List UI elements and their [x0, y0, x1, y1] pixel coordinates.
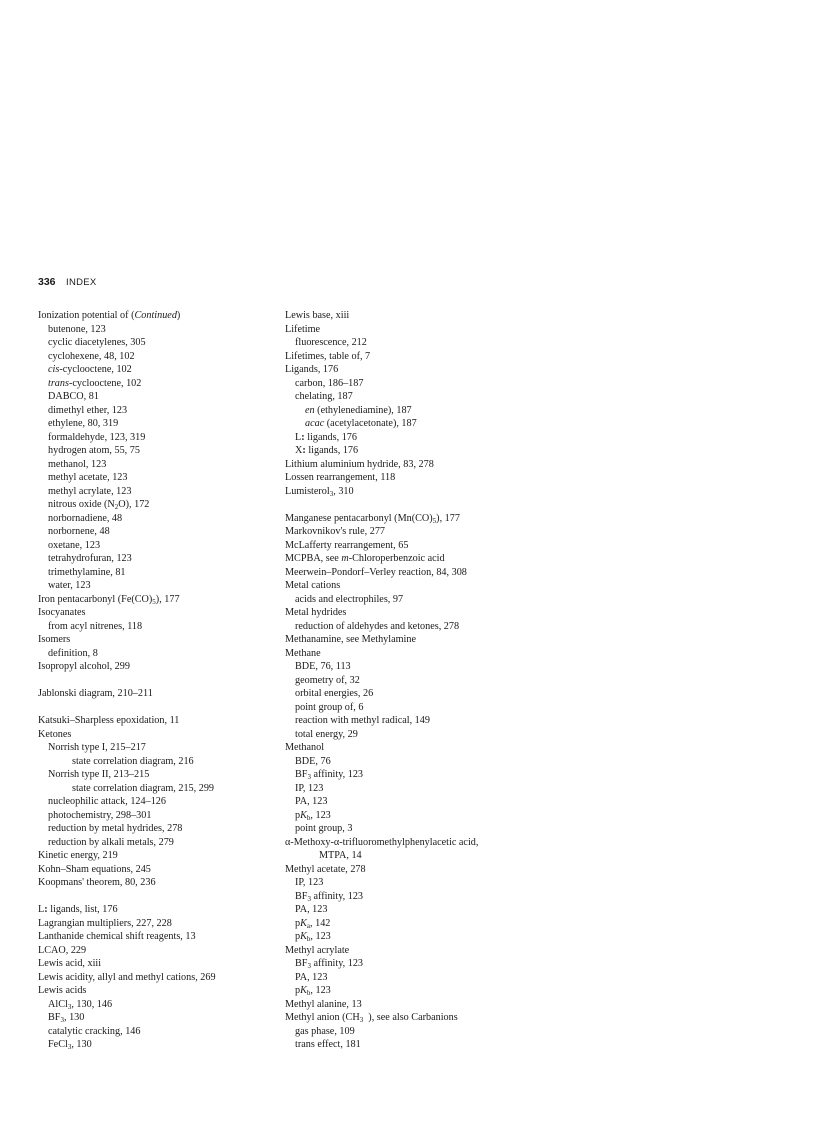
- index-entry: Methyl acetate, 278: [285, 863, 366, 875]
- index-subentry: $BF_3$ affinity, 123: [295, 958, 364, 970]
- index-subentry: PA, 123: [295, 796, 328, 807]
- index-subentry: $BF_3$, 130: [48, 1012, 85, 1024]
- index-subentry: state correlation diagram, 215, 299: [72, 782, 215, 794]
- index-subentry: $pK_b$, 123: [295, 985, 331, 997]
- index-entry: Jablonski diagram, 210–211: [38, 688, 153, 699]
- index-entry: Lagrangian multipliers, 227, 228: [38, 917, 172, 929]
- index-entry: Meerwein–Pondorf–Verley reaction, 84, 308: [285, 566, 467, 578]
- index-entry: Lossen rearrangement, 118: [285, 472, 396, 483]
- index-subentry: catalytic cracking, 146: [48, 1025, 141, 1037]
- index-entry: Methyl acrylate: [285, 944, 350, 956]
- index-subentry: PA, 123: [295, 904, 328, 915]
- index-entry: L: ligands, list, 176: [38, 904, 118, 915]
- index-subentry: Norrish type II, 213–215: [48, 769, 150, 780]
- index-subentry: $BF_3$ affinity, 123: [295, 769, 364, 781]
- index-subentry: formaldehyde, 123, 319: [48, 431, 146, 443]
- index-subentry: acids and electrophiles, 97: [295, 593, 404, 605]
- index-entry: Markovnikov's rule, 277: [285, 526, 386, 537]
- index-subentry: MTPA, 14: [319, 850, 362, 861]
- index-subentry: butenone, 123: [48, 323, 106, 335]
- index-subentry: trans effect, 181: [295, 1039, 361, 1050]
- index-entry: Katsuki–Sharpless epoxidation, 11: [38, 715, 180, 726]
- index-subentry: tetrahydrofuran, 123: [48, 553, 132, 564]
- index-entry: Ligands, 176: [285, 364, 339, 375]
- index-subentry: fluorescence, 212: [295, 337, 367, 348]
- index-subentry: point group, 3: [295, 823, 353, 834]
- index-subentry: reaction with methyl radical, 149: [295, 715, 430, 726]
- index-entry: Isocyanates: [38, 607, 86, 618]
- index-entry: Lanthanide chemical shift reagents, 13: [38, 931, 196, 942]
- index-spacer: [38, 674, 276, 688]
- page-number: 336: [38, 276, 56, 288]
- index-entry: Ionization potential of (Continued): [38, 310, 181, 321]
- index-subentry: trans-cyclooctene, 102: [48, 377, 142, 389]
- index-subentry: hydrogen atom, 55, 75: [48, 445, 140, 456]
- index-entry: McLafferty rearrangement, 65: [285, 539, 409, 551]
- index-subentry: methanol, 123: [48, 458, 107, 470]
- index-subentry: from acyl nitrenes, 118: [48, 620, 143, 632]
- index-entry: MCPBA, see m-Chloroperbenzoic acid: [285, 553, 445, 564]
- index-subentry: oxetane, 123: [48, 539, 101, 551]
- index-entry: Lewis acidity, allyl and methyl cations, 269: [38, 971, 216, 983]
- index-subentry: nucleophilic attack, 124–126: [48, 796, 166, 807]
- index-subentry: Norrish type I, 215–217: [48, 742, 146, 753]
- index-subentry: trimethylamine, 81: [48, 566, 126, 578]
- index-subentry: cyclohexene, 48, 102: [48, 350, 135, 362]
- index-entry: Methane: [285, 647, 321, 659]
- index-subentry: $pK_b$, 123: [295, 809, 331, 822]
- index-subentry: norbornadiene, 48: [48, 512, 123, 524]
- index-subentry: norbornene, 48: [48, 526, 110, 537]
- index-entry: Isomers: [38, 634, 71, 645]
- index-subentry: methyl acetate, 123: [48, 472, 128, 483]
- index-entry: Metal cations: [285, 580, 341, 591]
- index-spacer: [38, 701, 276, 715]
- index-subentry: IP, 123: [295, 877, 324, 888]
- index-subentry: $BF_3$ affinity, 123: [295, 890, 364, 903]
- index-subentry: L: ligands, 176: [295, 431, 357, 443]
- index-subentry: reduction by alkali metals, 279: [48, 836, 174, 848]
- index-column-right: [285, 309, 545, 1052]
- index-entry: Lumisterol$_3$, 310: [285, 485, 354, 498]
- index-subentry: X: ligands, 176: [295, 445, 359, 456]
- index-entry: Lewis acids: [38, 985, 87, 996]
- index-entry: LCAO, 229: [38, 944, 87, 956]
- index-entry: α-Methoxy-α-trifluoromethylphenylacetic acid,: [285, 836, 479, 848]
- index-subentry: state correlation diagram, 216: [72, 755, 194, 767]
- index-subentry: carbon, 186–187: [295, 377, 364, 389]
- index-entry: Manganese pentacarbonyl $(Mn(CO)_5)$, 177: [285, 512, 460, 525]
- index-subentry: PA, 123: [295, 971, 328, 983]
- index-entry: Lewis acid, xiii: [38, 958, 102, 969]
- index-subentry: DABCO, 81: [48, 391, 99, 402]
- index-subentry: total energy, 29: [295, 728, 358, 740]
- index-subentry: geometry of, 32: [295, 674, 360, 686]
- index-entry: Metal hydrides: [285, 607, 347, 618]
- index-subentry: ethylene, 80, 319: [48, 418, 119, 429]
- index-entry: Koopmans' theorem, 80, 236: [38, 877, 156, 888]
- index-subentry: IP, 123: [295, 782, 324, 794]
- index-entry: Methyl anion ($CH_3$ ), see also Carbanions: [285, 1012, 458, 1024]
- index-entry: Lifetimes, table of, 7: [285, 350, 371, 362]
- index-subentry: reduction by metal hydrides, 278: [48, 823, 183, 834]
- index-entry: Lewis base, xiii: [285, 310, 350, 321]
- index-subentry: BDE, 76: [295, 755, 331, 767]
- running-head: INDEX: [66, 277, 97, 288]
- index-subentry: orbital energies, 26: [295, 688, 374, 699]
- index-entry: Methanol: [285, 742, 325, 753]
- index-subentry: point group of, 6: [295, 701, 364, 713]
- index-subentry: AlCl$_3$, 130, 146: [48, 998, 113, 1011]
- index-subentry: $pK_b$, 123: [295, 931, 331, 943]
- index-spacer: [285, 498, 545, 512]
- index-entry: Methyl alanine, 13: [285, 998, 362, 1010]
- index-subentry: cis-cyclooctene, 102: [48, 364, 132, 375]
- index-entry: Ketones: [38, 728, 72, 740]
- index-subentry: BDE, 76, 113: [295, 661, 351, 672]
- index-subentry: FeCl$_3$, 130: [48, 1039, 92, 1051]
- index-subentry: cyclic diacetylenes, 305: [48, 337, 146, 348]
- index-subentry: photochemistry, 298–301: [48, 809, 152, 821]
- index-subentry: chelating, 187: [295, 391, 353, 402]
- index-entry: Lifetime: [285, 323, 321, 335]
- index-entry: Lithium aluminium hydride, 83, 278: [285, 458, 434, 470]
- index-subentry: acac (acetylacetonate), 187: [305, 418, 417, 429]
- index-subentry: gas phase, 109: [295, 1025, 355, 1037]
- index-entry: Methanamine, see Methylamine: [285, 634, 416, 645]
- index-subentry: $pK_a$, 142: [295, 917, 331, 930]
- index-subentry: reduction of aldehydes and ketones, 278: [295, 620, 460, 632]
- index-column-left: [38, 309, 276, 1052]
- index-entry: Isopropyl alcohol, 299: [38, 661, 130, 672]
- index-spacer: [38, 890, 276, 904]
- index-entry: Kohn–Sham equations, 245: [38, 863, 151, 875]
- index-subentry: methyl acrylate, 123: [48, 485, 132, 497]
- index-entry: Kinetic energy, 219: [38, 850, 118, 861]
- index-subentry: dimethyl ether, 123: [48, 404, 128, 416]
- index-subentry: water, 123: [48, 580, 91, 591]
- index-subentry: nitrous oxide $(N_2O)$, 172: [48, 499, 150, 511]
- index-entry: Iron pentacarbonyl $(Fe(CO)_5)$, 177: [38, 593, 180, 606]
- index-subentry: definition, 8: [48, 647, 98, 659]
- index-subentry: en (ethylenediamine), 187: [305, 404, 412, 416]
